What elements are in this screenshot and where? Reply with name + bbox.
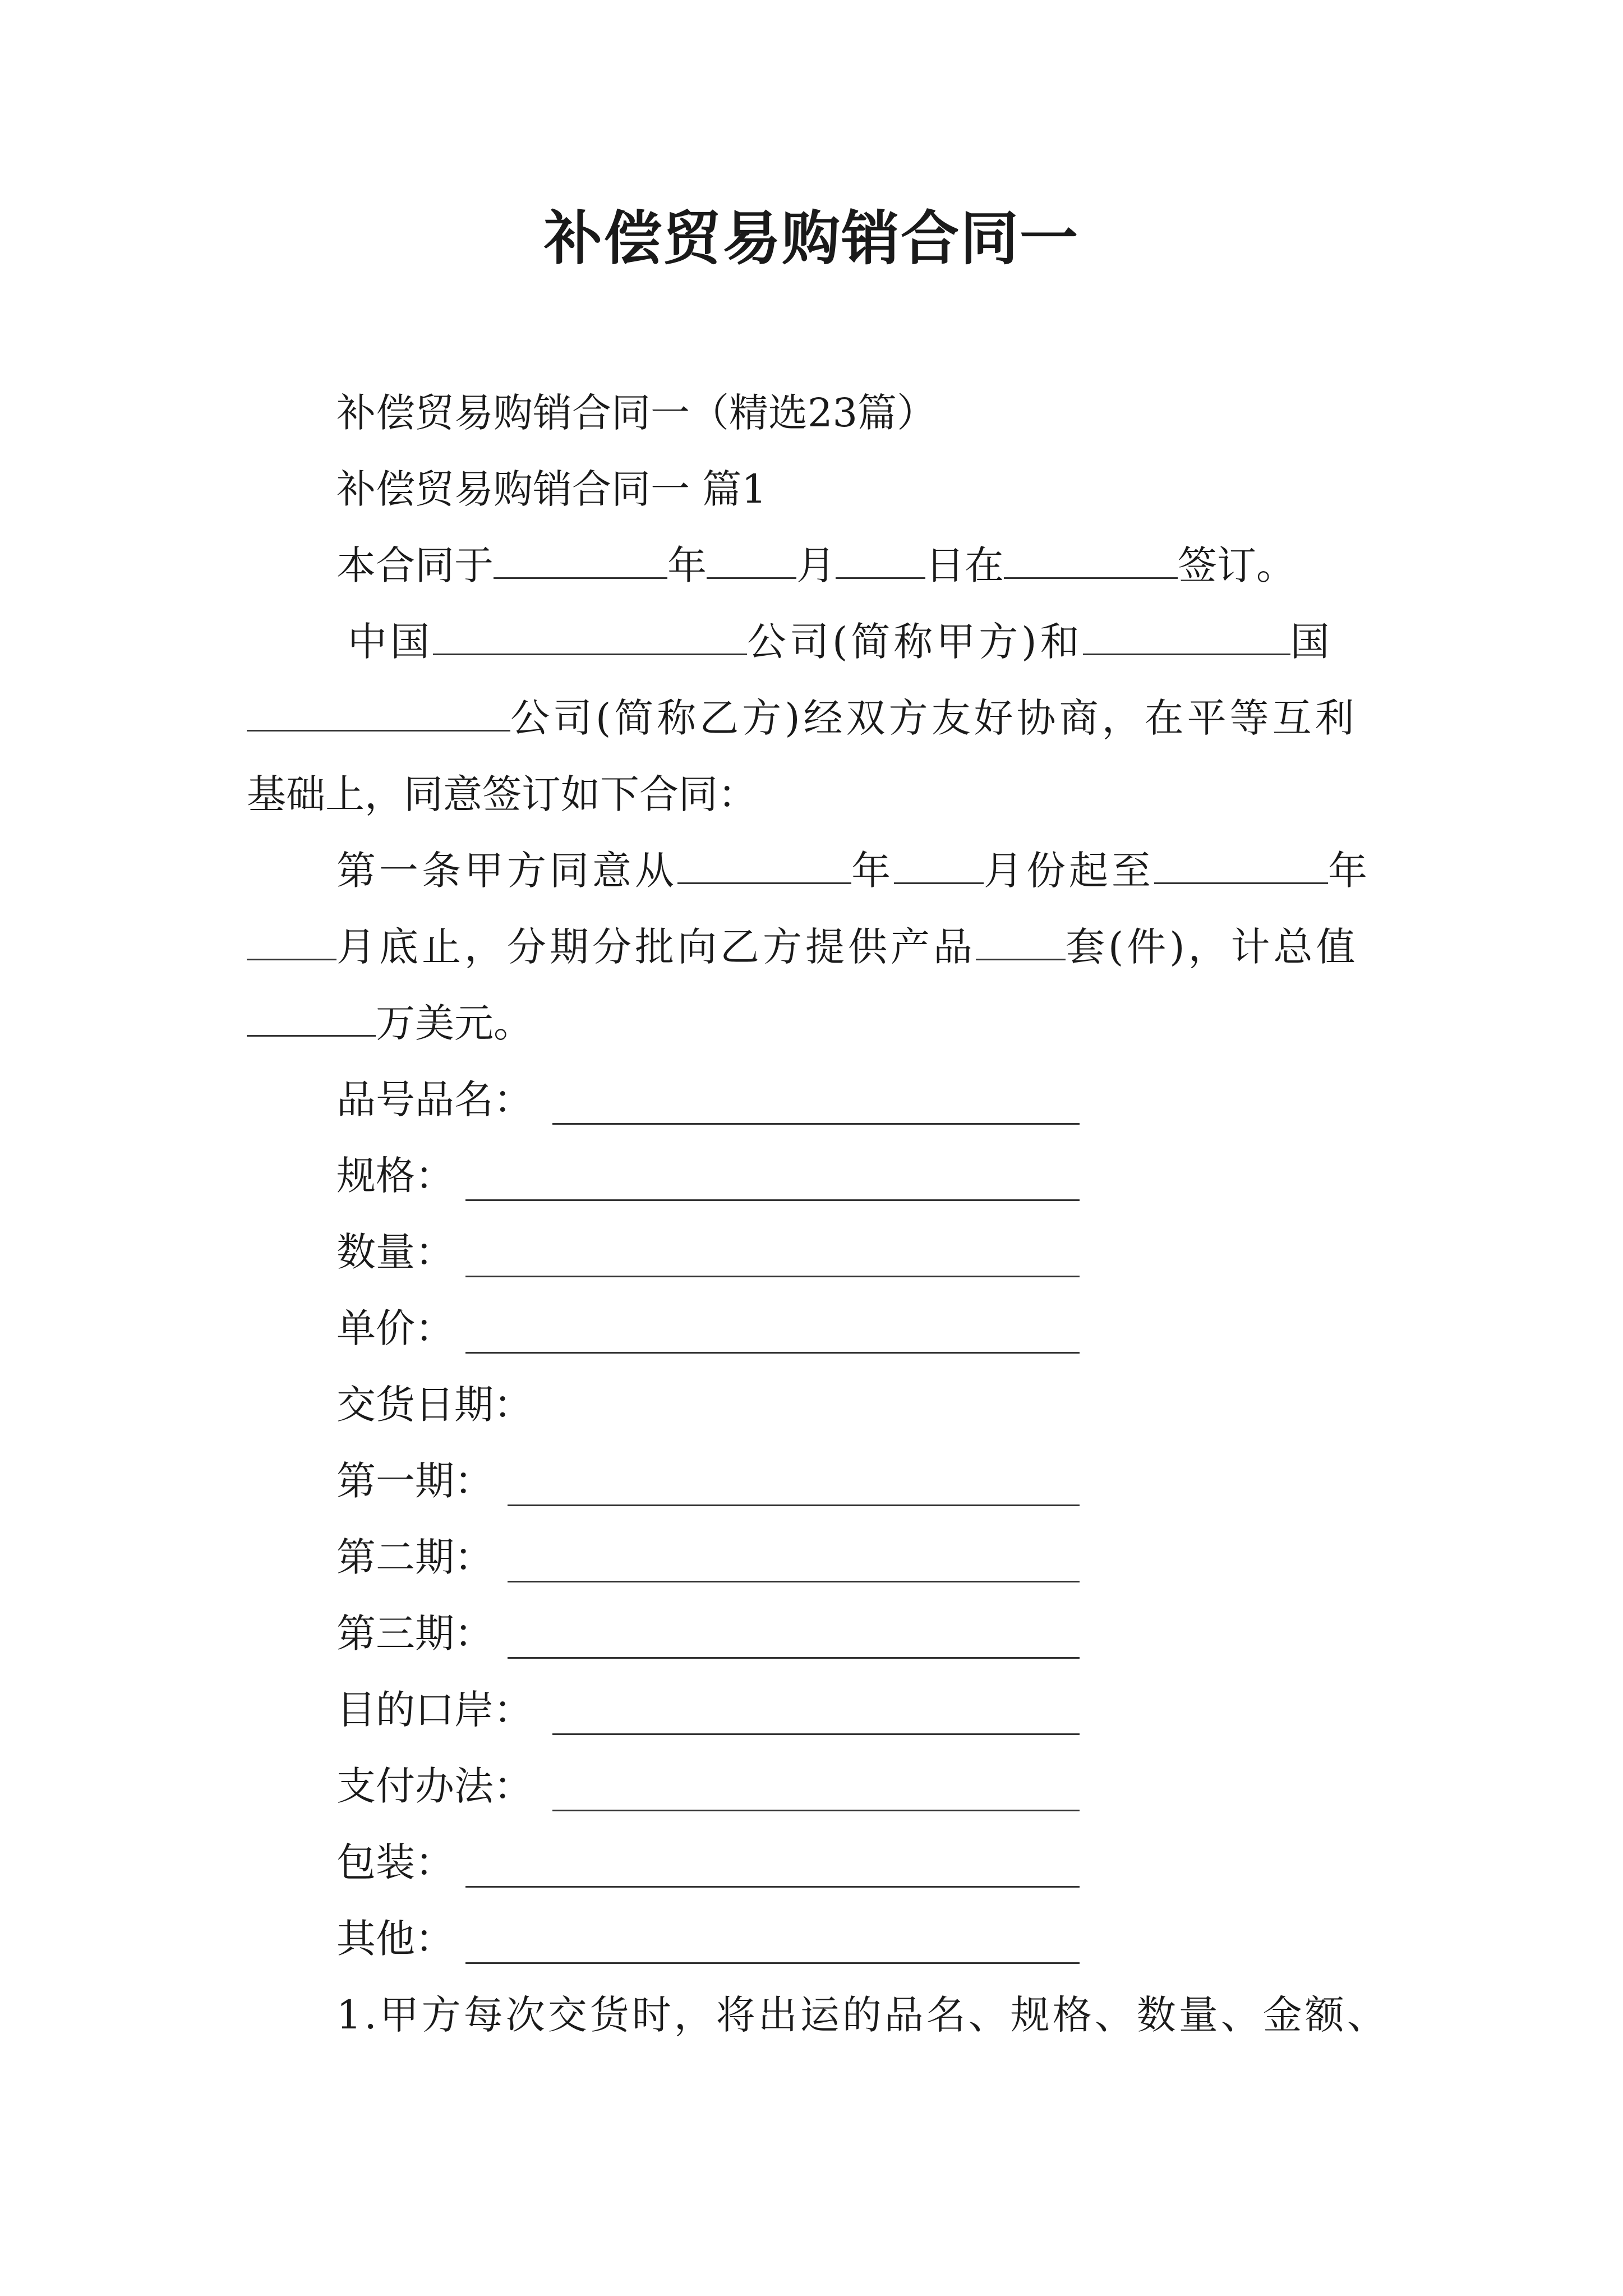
document-subtitle: 补偿贸易购销合同一（精选23篇） (336, 390, 937, 436)
text-segment: 年 (851, 848, 894, 894)
blank-field (677, 850, 851, 884)
blank-field (1154, 850, 1328, 884)
text-segment: 第一条甲方同意从 (336, 848, 677, 894)
text-segment: 年 (667, 542, 707, 588)
field-line (465, 1352, 1080, 1354)
field-line (465, 1276, 1080, 1277)
text-segment: 月底止，分期分批向乙方提供产品 (336, 924, 976, 970)
blank-field (494, 545, 667, 579)
clause-1: 1.甲方每次交货时，将出运的品名、规格、数量、金额、 (336, 1992, 1389, 2038)
section-heading: 补偿贸易购销合同一 篇1 (336, 466, 767, 512)
blank-field (433, 621, 747, 655)
document-title: 补偿贸易购销合同一 (543, 204, 1079, 273)
field-line (508, 1657, 1080, 1659)
field-destination-port: 目的口岸： (336, 1687, 533, 1733)
field-phase-1: 第一期： (336, 1458, 494, 1504)
paragraph-article1-line1 (336, 843, 1371, 899)
blank-field (247, 926, 336, 960)
paragraph-parties-line2 (247, 690, 1358, 746)
text-segment: 中国 (348, 619, 433, 665)
field-line (465, 1199, 1080, 1201)
paragraph-article1-line2 (247, 919, 1359, 975)
field-line (508, 1581, 1080, 1582)
blank-field (707, 545, 796, 579)
field-specification: 规格： (336, 1153, 454, 1199)
paragraph-article1-line3 (247, 995, 533, 1051)
text-segment: 国 (1290, 619, 1333, 665)
paragraph-date-signing (336, 537, 1295, 593)
field-line (508, 1504, 1080, 1506)
field-payment-method: 支付办法： (336, 1763, 533, 1809)
field-quantity: 数量： (336, 1229, 454, 1275)
text-segment: 本合同于 (336, 542, 494, 588)
blank-field (836, 545, 925, 579)
blank-field (976, 926, 1066, 960)
field-unit-price: 单价： (336, 1305, 454, 1351)
field-product-name: 品号品名： (336, 1076, 533, 1122)
paragraph-parties-line3: 基础上，同意签订如下合同： (247, 771, 757, 817)
field-phase-2: 第二期： (336, 1534, 494, 1580)
blank-field (247, 697, 510, 731)
text-segment: 公司(简称乙方)经双方友好协商，在平等互利 (510, 695, 1358, 741)
field-packaging: 包装： (336, 1839, 454, 1885)
field-phase-3: 第三期： (336, 1611, 494, 1657)
field-line (465, 1962, 1080, 1964)
text-segment: 签订。 (1178, 542, 1295, 588)
text-segment: 月 (796, 542, 836, 588)
text-segment: 公司(简称甲方)和 (747, 619, 1083, 665)
text-segment: 万美元。 (376, 1000, 533, 1046)
text-segment: 月份起至 (984, 848, 1154, 894)
blank-field (894, 850, 984, 884)
field-line (552, 1123, 1080, 1125)
paragraph-parties-line1 (348, 614, 1333, 670)
field-delivery-date: 交货日期： (336, 1382, 533, 1428)
blank-field (1083, 621, 1290, 655)
field-other: 其他： (336, 1916, 454, 1962)
blank-field (247, 1002, 376, 1037)
field-line (552, 1733, 1080, 1735)
field-line (552, 1810, 1080, 1811)
field-line (465, 1886, 1080, 1888)
blank-field (1004, 545, 1178, 579)
text-segment: 年 (1328, 848, 1371, 894)
text-segment: 套(件)，计总值 (1066, 924, 1359, 970)
text-segment: 日在 (925, 542, 1004, 588)
